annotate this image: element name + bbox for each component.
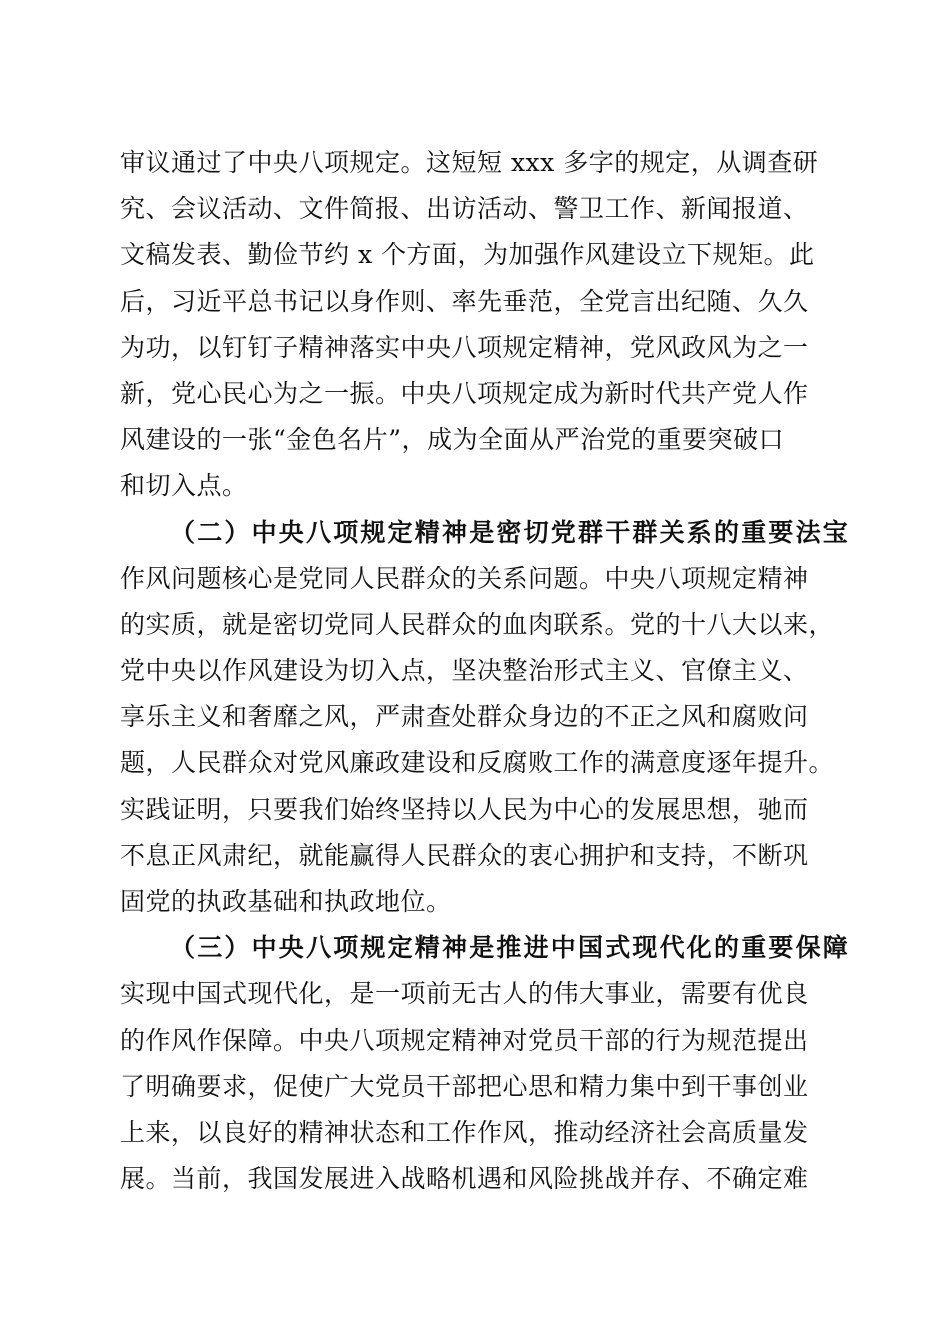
section-heading-2: （二）中央八项规定精神是密切党群干群关系的重要法宝 bbox=[170, 517, 851, 547]
text-line: 为功，以钉钉子精神落实中央八项规定精神，党风政风为之一 bbox=[120, 332, 809, 362]
text-line: 文稿发表、勤俭节约 x 个方面，为加强作风建设立下规矩。此 bbox=[120, 240, 815, 270]
document-page bbox=[120, 140, 851, 1202]
text-line: 党中央以作风建设为切入点，坚决整治形式主义、官僚主义、 bbox=[120, 656, 809, 686]
text-line: 新，党心民心为之一振。中央八项规定成为新时代共产党人作 bbox=[120, 378, 809, 408]
text-line: 上来，以良好的精神状态和工作作风，推动经济社会高质量发 bbox=[120, 1117, 809, 1147]
paragraph-intro bbox=[120, 140, 832, 510]
text-line: 不息正风肃纪，就能赢得人民群众的衷心拥护和支持，不断巩 bbox=[120, 840, 809, 870]
text-line: 实现中国式现代化，是一项前无古人的伟大事业，需要有优良 bbox=[120, 979, 809, 1009]
text-line: 作风问题核心是党同人民群众的关系问题。中央八项规定精神 bbox=[120, 563, 809, 593]
text-line: 实践证明，只要我们始终坚持以人民为中心的发展思想，驰而 bbox=[120, 794, 809, 824]
section-heading-3: （三）中央八项规定精神是推进中国式现代化的重要保障 bbox=[170, 933, 851, 963]
text-line: 究、会议活动、文件简报、出访活动、警卫工作、新闻报道、 bbox=[120, 194, 809, 224]
text-line: 的作风作保障。中央八项规定精神对党员干部的行为规范提出 bbox=[120, 1025, 809, 1055]
text-line: 享乐主义和奢靡之风，严肃查处群众身边的不正之风和腐败问 bbox=[120, 702, 809, 732]
text-line: 风建设的一张“金色名片”，成为全面从严治党的重要突破口 bbox=[120, 425, 785, 455]
text-line: 固党的执政基础和执政地位。 bbox=[120, 887, 452, 916]
text-line: 题，人民群众对党风廉政建设和反腐败工作的满意度逐年提升。 bbox=[120, 748, 835, 778]
text-line: 展。当前，我国发展进入战略机遇和风险挑战并存、不确定难 bbox=[120, 1164, 809, 1194]
paragraph-section-3 bbox=[120, 971, 832, 1202]
text-line: 后，习近平总书记以身作则、率先垂范，全党言出纪随、久久 bbox=[120, 286, 809, 316]
text-line: 和切入点。 bbox=[120, 471, 248, 501]
text-line: 的实质，就是密切党同人民群众的血肉联系。党的十八大以来， bbox=[120, 609, 835, 639]
paragraph-section-2 bbox=[120, 556, 835, 926]
text-line: 审议通过了中央八项规定。这短短 xxx 多字的规定，从调查研 bbox=[120, 148, 819, 177]
text-line: 了明确要求，促使广大党员干部把心思和精力集中到干事创业 bbox=[120, 1071, 809, 1101]
